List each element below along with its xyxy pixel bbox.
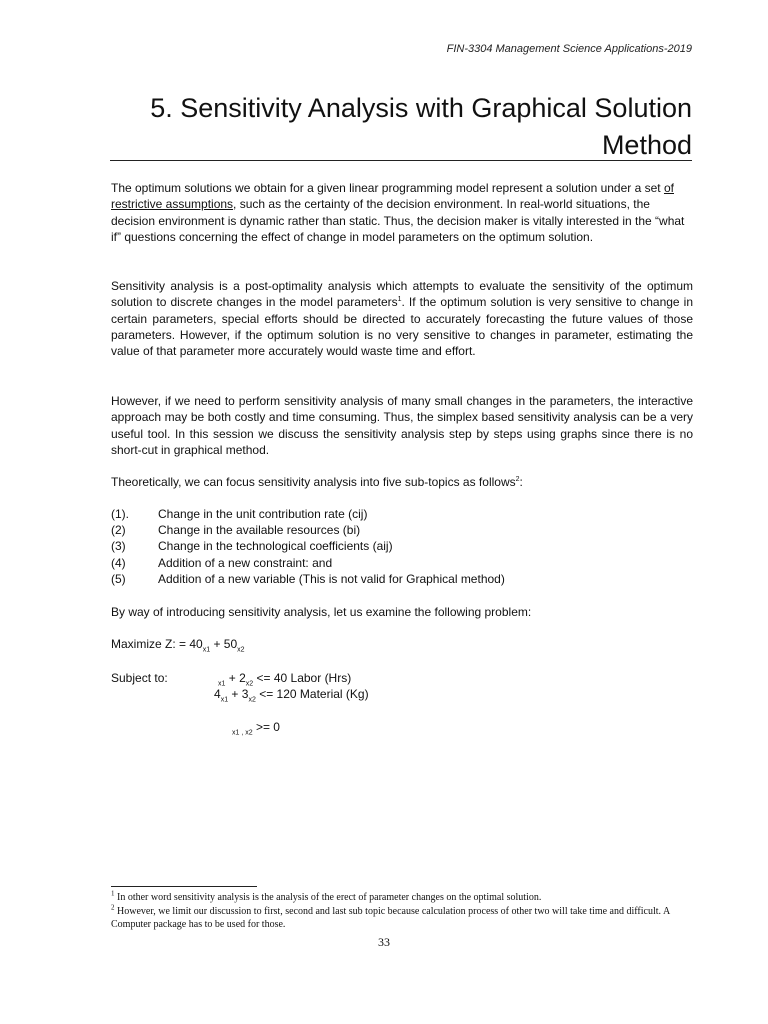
list-number: (2)	[111, 523, 126, 537]
list-item	[111, 522, 360, 538]
var-x2: x2	[237, 646, 245, 654]
para2-text-2: . If the optimum solution is very sensitive to change in certain parameters, special efforts should be directed to accurately forecasting the future values of those parameters. However, if the optimum solution is no very sensitive to changes in parameter, estimating the value of that parameter more accurately would waste time and effort.	[111, 295, 693, 359]
intro-underlined: of restrictive assumptions	[111, 181, 674, 212]
var-x2: x2	[245, 680, 254, 688]
footnote-marker: 2	[111, 903, 115, 912]
coef-text: 4	[214, 687, 221, 701]
section-title	[110, 90, 692, 164]
objective-function	[111, 636, 245, 652]
list-text: Change in the unit contribution rate (cij)	[158, 507, 368, 521]
page-number: 33	[378, 935, 390, 949]
footnote-marker: 1	[111, 889, 115, 898]
list-text: Addition of a new variable (This is not valid for Graphical method)	[158, 572, 505, 586]
var-x1: x1	[218, 680, 226, 688]
list-text: Change in the technological coefficients (aij)	[158, 539, 393, 553]
constraint-rest: <= 120 Material (Kg)	[255, 687, 369, 701]
paragraph-simplex-approach: However, if we need to perform sensitivity analysis of many small changes in the parameters, the interactive approach may be both costly and time consuming. Thus, the simplex based sensitivity analysis can be a very useful tool. In this session we discuss the sensitivity analysis step by steps using graphs since there is no short-cut in graphical method.	[111, 394, 693, 457]
list-item	[111, 571, 505, 587]
list-number: (4)	[111, 556, 126, 570]
footnote-ref-1: 1	[397, 296, 402, 304]
footnote-ref-2: 2	[515, 476, 520, 483]
footnote-text: In other word sensitivity analysis is the analysis of the erect of parameter changes on the optimal solution.	[114, 892, 542, 903]
running-header: FIN-3304 Management Science Applications-2019	[446, 43, 692, 55]
vars-subscript: x1 , x2	[232, 729, 253, 737]
non-negativity-constraint	[232, 719, 280, 735]
list-item	[111, 506, 367, 522]
list-item	[111, 538, 393, 554]
list-item	[111, 555, 332, 571]
footnote-1	[111, 891, 693, 904]
list-text: Addition of a new constraint: and	[158, 556, 333, 570]
objective-mid: + 50	[210, 637, 238, 651]
objective-prefix: Maximize Z: = 40	[111, 637, 203, 651]
list-number: (3)	[111, 539, 126, 553]
list-number: (5)	[111, 572, 126, 586]
intro-text-1: The optimum solutions we obtain for a given linear programming model represent a solution under a set	[111, 181, 664, 195]
para2-text-1: Sensitivity analysis is a post-optimality analysis which attempts to evaluate the sensitivity of the optimum solution to discrete changes in the model parameters	[111, 279, 693, 310]
footnote-2	[111, 905, 693, 931]
constraint-rest: <= 40 Labor (Hrs)	[253, 671, 352, 685]
title-line-1: 5. Sensitivity Analysis with Graphical Solution	[150, 93, 692, 123]
var-x2: x2	[248, 696, 256, 704]
nonneg-rest: >= 0	[252, 720, 280, 734]
para4-text: Theoretically, we can focus sensitivity analysis into five sub-topics as follows	[111, 475, 516, 489]
title-line-2: Method	[601, 130, 692, 160]
coef-text: + 2	[225, 671, 246, 685]
paragraph-subtopics-intro	[111, 474, 693, 490]
paragraph-problem-intro: By way of introducing sensitivity analysis, let us examine the following problem:	[111, 605, 532, 619]
constraint-material	[214, 686, 369, 702]
paragraph-sensitivity-definition	[111, 278, 693, 359]
subject-to-label: Subject to:	[111, 671, 168, 685]
list-number: (1).	[111, 507, 129, 521]
coef-text: + 3	[228, 687, 249, 701]
intro-paragraph	[111, 180, 693, 245]
intro-text-2: , such as the certainty of the decision environment. In real-world situations, the decision environment is dynamic rather than static. Thus, the decision maker is vitally interested in the “what if” questions concerning the effect of change in model parameters on the optimum solution.	[111, 197, 685, 244]
footnote-text: However, we limit our discussion to first, second and last sub topic because calculation process of other two will take time and difficult. A Computer package has to be used for those.	[111, 906, 670, 930]
footnote-rule	[111, 886, 257, 887]
constraint-labor	[218, 670, 351, 686]
para4-end: :	[519, 475, 523, 489]
title-rule	[110, 160, 692, 161]
var-x1: x1	[220, 696, 229, 704]
var-x1: x1	[202, 646, 211, 654]
list-text: Change in the available resources (bi)	[158, 523, 361, 537]
